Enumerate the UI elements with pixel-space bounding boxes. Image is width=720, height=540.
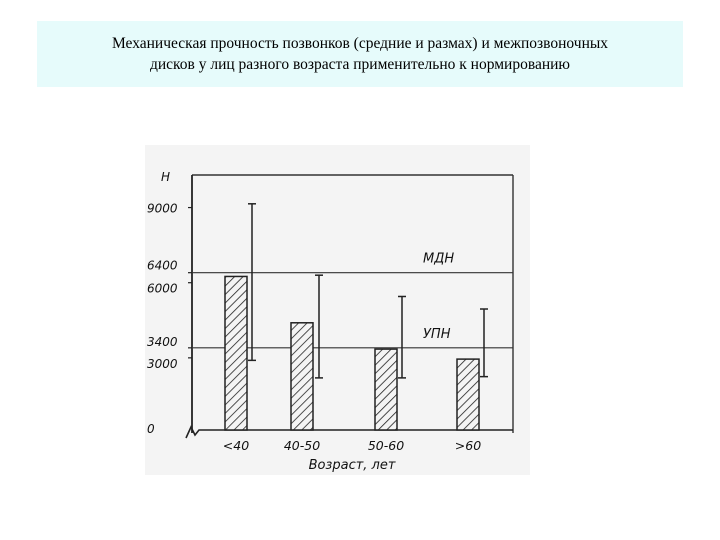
bar: [291, 323, 313, 430]
slide-title-line-2: дисков у лиц разного возраста применительно к нормированию: [149, 56, 570, 73]
reference-line-label: МДН: [423, 251, 455, 267]
y-tick-label: 3400: [147, 334, 178, 349]
slide-title-box: [37, 21, 683, 87]
chart-panel: [145, 145, 530, 475]
x-tick-label: >60: [454, 438, 482, 453]
x-tick-label: <40: [222, 438, 250, 453]
x-tick-label: 50-60: [367, 438, 405, 453]
slide-title-line-1: Механическая прочность позвонков (средние и размах) и межпозвоночных: [111, 35, 609, 52]
bar: [457, 359, 479, 430]
bar: [225, 276, 247, 430]
reference-line-label: УПН: [423, 326, 451, 342]
bar: [375, 349, 397, 430]
y-tick-label: 0: [147, 422, 155, 436]
y-tick-label: 6400: [147, 258, 178, 273]
y-tick-label: 6000: [147, 281, 178, 296]
x-axis-label: Возраст, лет: [308, 458, 396, 473]
y-tick-label: 3000: [147, 356, 178, 371]
x-tick-label: 40-50: [283, 438, 321, 453]
y-tick-label: 9000: [147, 201, 178, 216]
bar-chart: [145, 145, 530, 475]
y-axis-label: Н: [161, 170, 171, 184]
